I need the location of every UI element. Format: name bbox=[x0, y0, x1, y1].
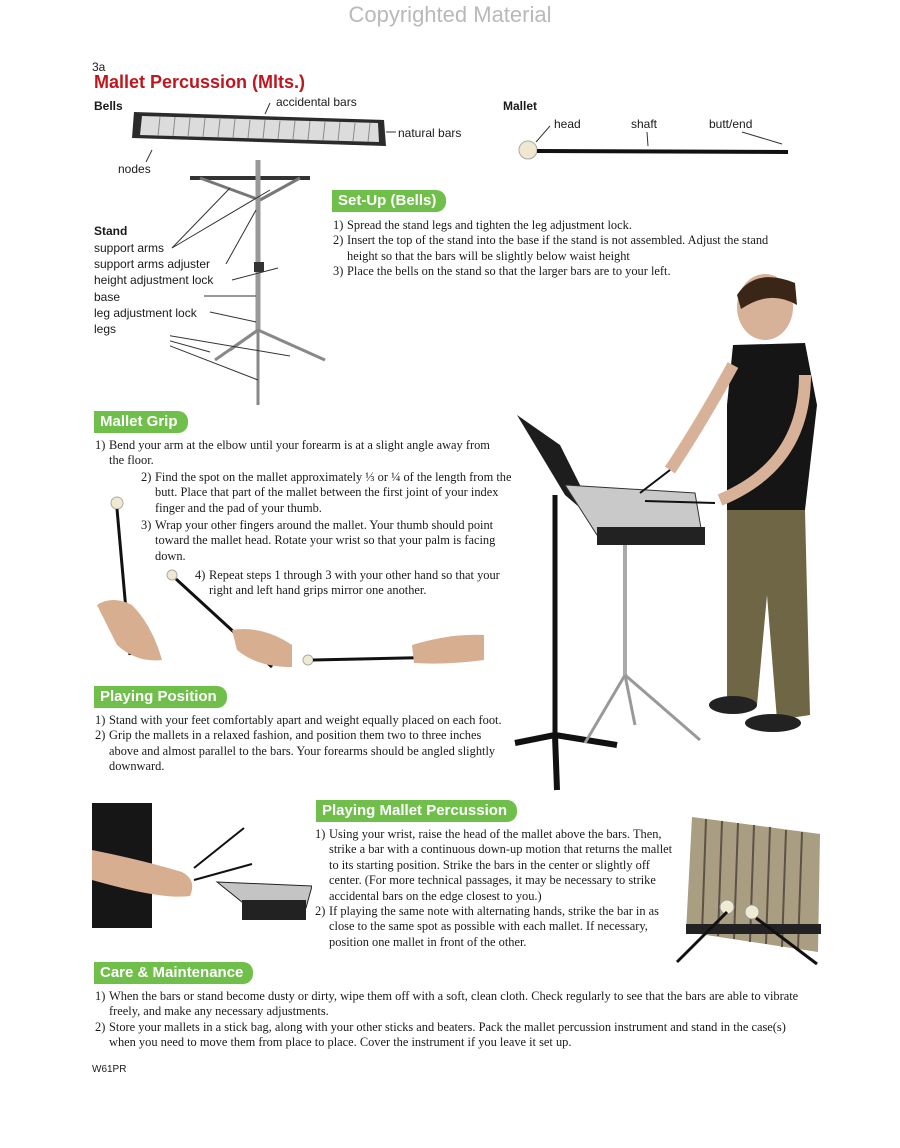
setup-step: 1) Spread the stand legs and tighten the leg adjustment lock. bbox=[333, 218, 632, 232]
setup-step: 3) Place the bells on the stand so that the larger bars are to your left. bbox=[333, 264, 671, 279]
watermark: Copyrighted Material bbox=[348, 2, 552, 27]
page-number: 3a bbox=[92, 60, 106, 74]
grip-step: 2) Find the spot on the mallet approximately ⅓ or ¼ of the length from the butt. Place that part of the mallet between the first joint of your index finger and the pad of your thumb. bbox=[141, 470, 512, 515]
bells-heading: Bells bbox=[94, 99, 123, 113]
stand-heading: Stand bbox=[94, 224, 128, 238]
grip-section-title: Mallet Grip bbox=[94, 411, 188, 433]
stand-leader-lines bbox=[170, 180, 290, 390]
stand-part-label: support arms adjuster bbox=[94, 257, 211, 272]
grip-photos bbox=[92, 495, 487, 675]
mallet-part-shaft: shaft bbox=[631, 117, 658, 131]
grip-step: 3) Wrap your other fingers around the mallet. Your thumb should point toward the mallet head. Rotate your wrist so that your palm is facing down. bbox=[141, 518, 496, 563]
stand-part-label: leg adjustment lock bbox=[94, 305, 197, 320]
mallet-part-butt: butt/end bbox=[709, 117, 753, 131]
footer-code: W61PR bbox=[92, 1064, 127, 1075]
playing-steps bbox=[315, 827, 678, 950]
care-step: 1) When the bars or stand become dusty or dirty, wipe them off with a soft, clean cloth. Check regularly to see that the bars are able to vibrate freely, and make any necessary adjustments. bbox=[95, 989, 799, 1019]
stand-part-label: legs bbox=[94, 322, 117, 337]
student-playing-photo bbox=[505, 265, 825, 800]
stand-part-label: base bbox=[94, 289, 121, 304]
nodes-label: nodes bbox=[118, 162, 151, 176]
mallet-heading: Mallet bbox=[503, 99, 538, 113]
grip-step: 1) Bend your arm at the elbow until your forearm is at a slight angle away from the floor. bbox=[95, 438, 490, 468]
position-step: 1) Stand with your feet comfortably apart and weight equally placed on each foot. bbox=[95, 713, 502, 727]
bars-closeup-photo bbox=[672, 812, 822, 972]
playing-step: 1) Using your wrist, raise the head of the mallet above the bars. Then, strike a bar with a continuous down-up motion that returns the mallet to its starting position. Strike the bars in the center or slightly off center. (For more technical passages, it may be necessary to strike accidental bars on the edge closest to you.) bbox=[315, 827, 673, 903]
care-steps bbox=[95, 989, 815, 1051]
accidental-bars-label: accidental bars bbox=[276, 95, 357, 109]
mallet-illustration bbox=[510, 118, 800, 163]
stand-part-label: height adjustment lock bbox=[94, 273, 214, 288]
grip-step: 4) Repeat steps 1 through 3 with your other hand so that your right and left hand grips mirror one another. bbox=[195, 568, 500, 598]
position-steps bbox=[95, 713, 550, 775]
stand-part-label: support arms bbox=[94, 241, 165, 255]
strike-photo bbox=[92, 800, 312, 930]
setup-step: 2) Insert the top of the stand into the base if the stand is not assembled. Adjust the stand height so that the bars will be slightly below waist height bbox=[333, 233, 769, 263]
setup-section-title: Set-Up (Bells) bbox=[332, 190, 446, 212]
position-section-title: Playing Position bbox=[94, 686, 227, 708]
position-step: 2) Grip the mallets in a relaxed fashion, and position them two to three inches above and almost parallel to the bars. Your forearms should be angled slightly downward. bbox=[95, 728, 496, 774]
care-section-title: Care & Maintenance bbox=[94, 962, 253, 984]
natural-bars-label: natural bars bbox=[398, 126, 462, 140]
mallet-part-head: head bbox=[554, 117, 581, 131]
playing-section-title: Playing Mallet Percussion bbox=[316, 800, 517, 822]
page-title: Mallet Percussion (Mlts.) bbox=[94, 72, 306, 92]
care-step: 2) Store your mallets in a stick bag, along with your other sticks and beaters. Pack the mallet percussion instrument and stand in the case(s) when you need to move them from place to place. Cover the instrument if you leave it set up. bbox=[95, 1019, 786, 1050]
playing-step: 2) If playing the same note with alternating hands, strike the bar in as close to the same spot as possible with each mallet. If necessary, position one mallet in front of the other. bbox=[315, 904, 659, 949]
